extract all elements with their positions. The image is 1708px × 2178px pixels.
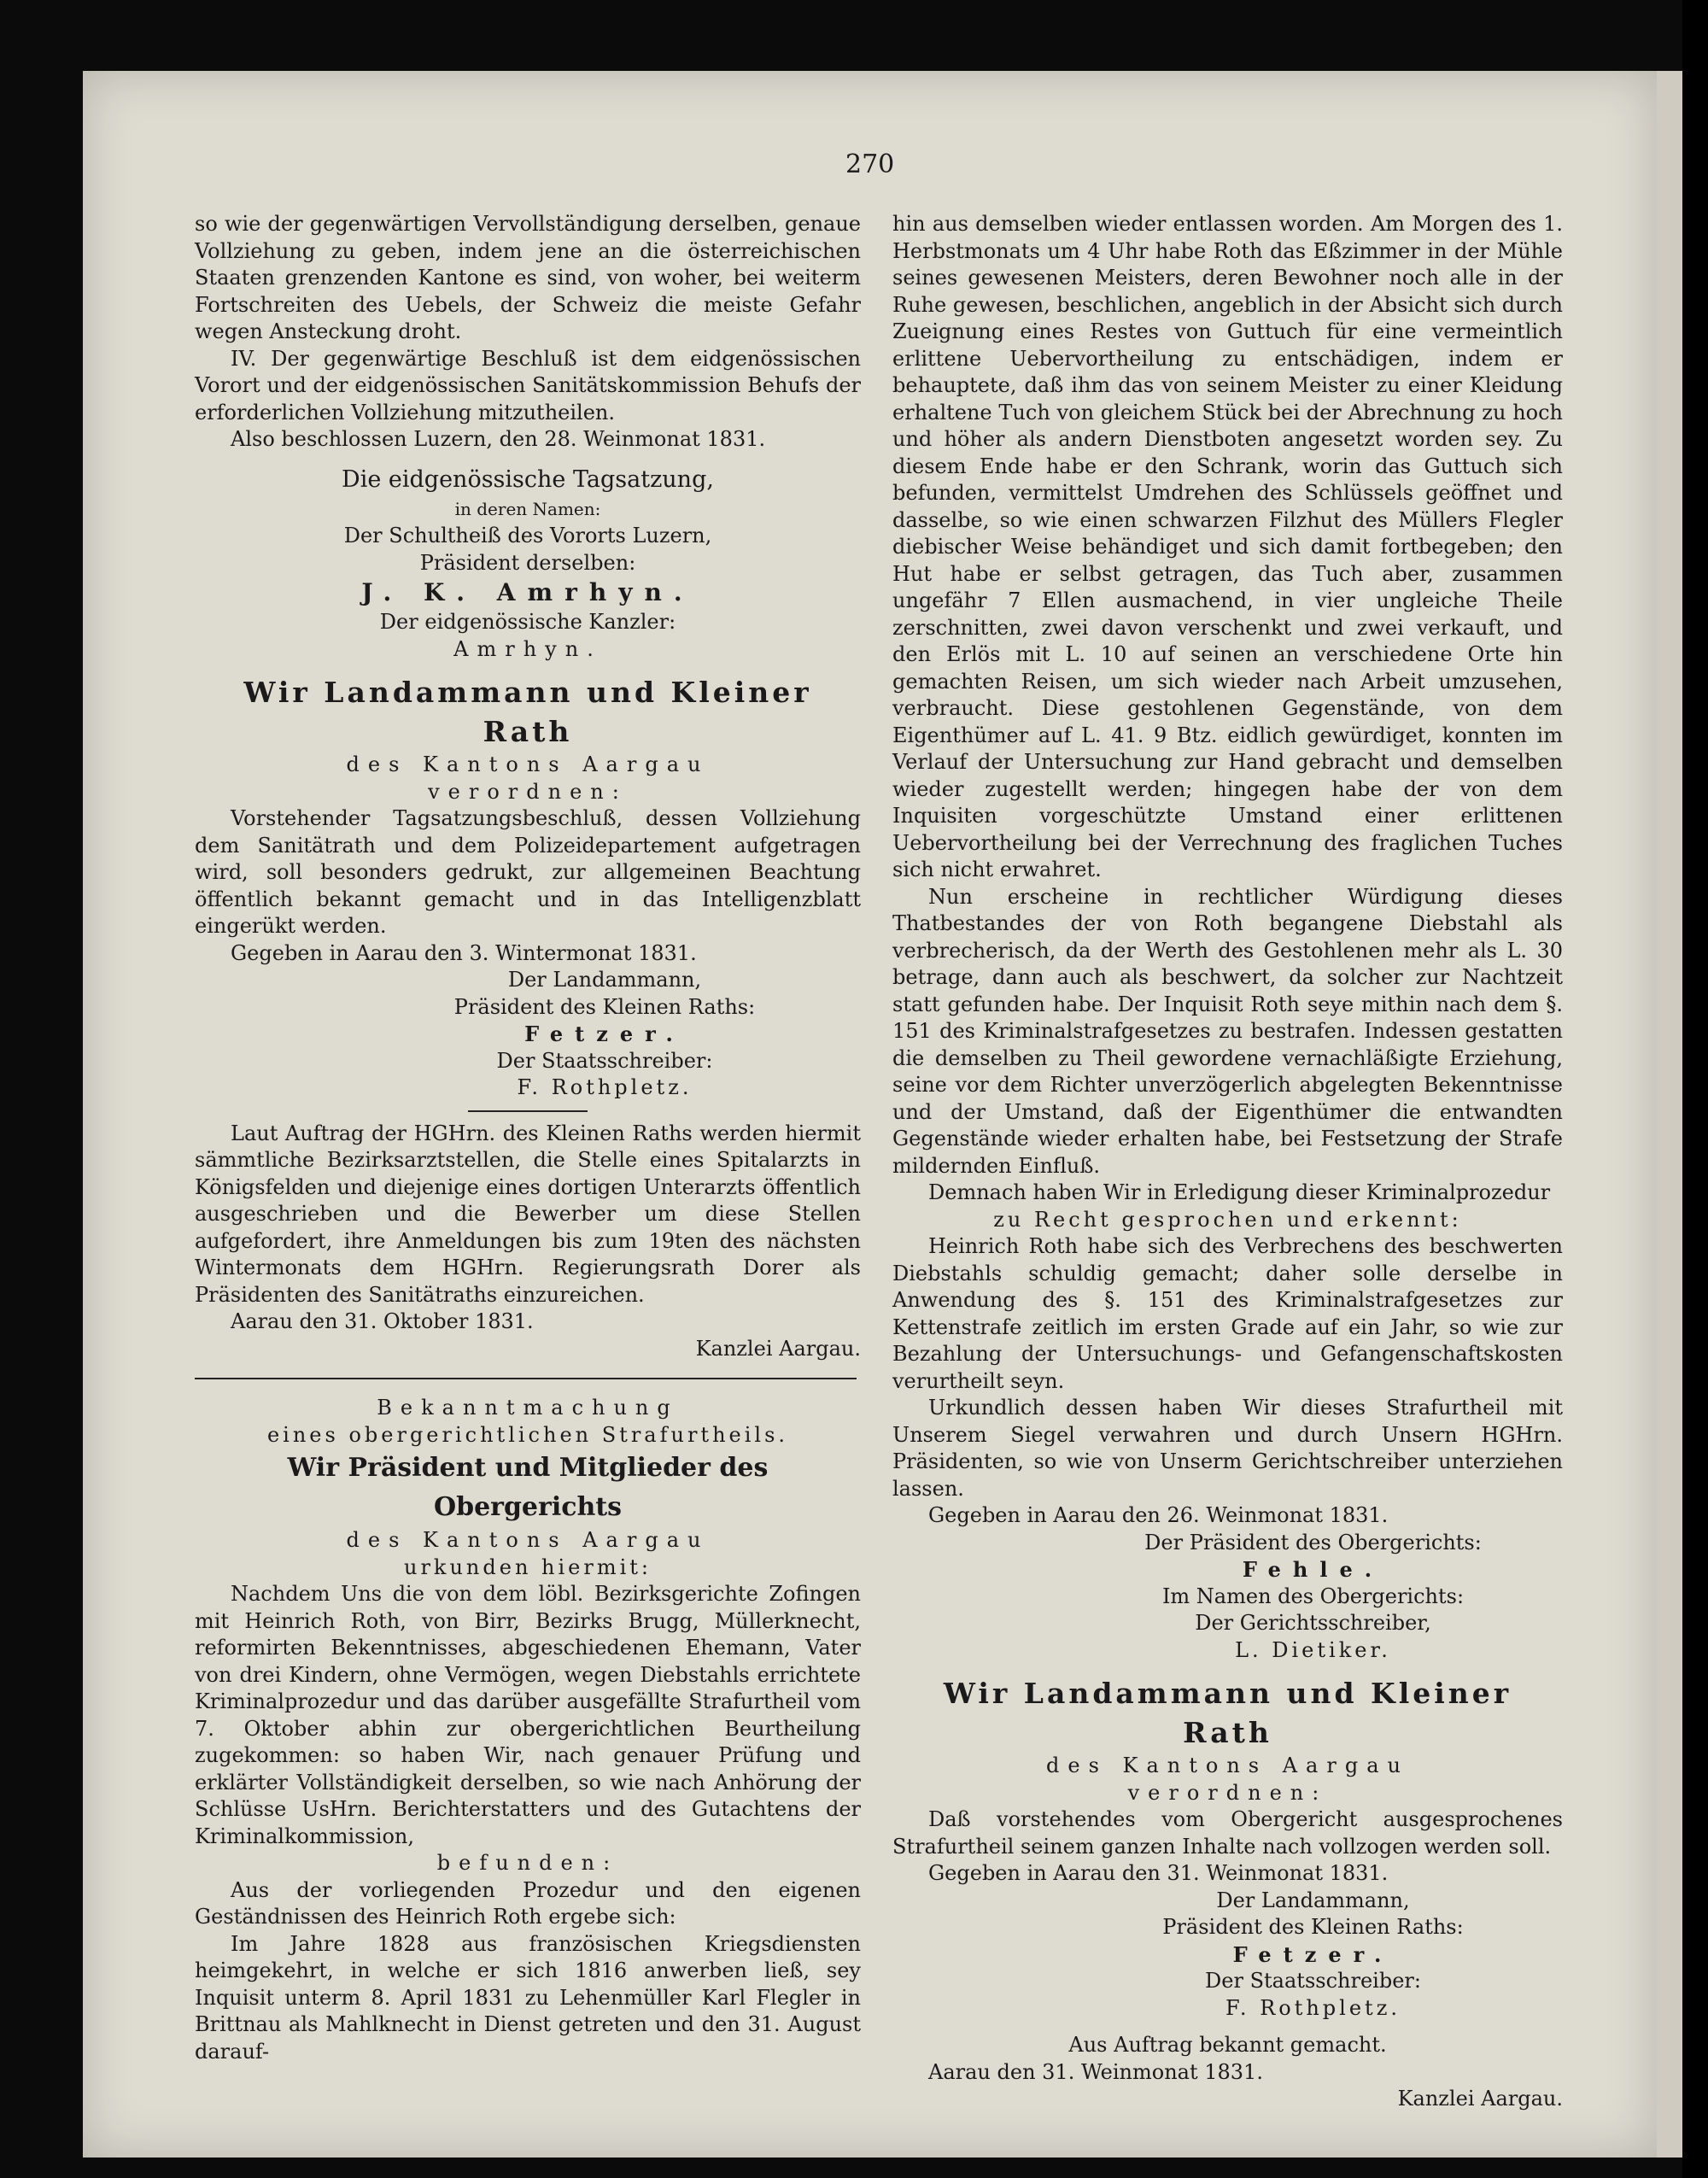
court-president-name: Fehle. [1242, 1557, 1384, 1582]
decree2-title1: Der Landammann, [1216, 1888, 1410, 1912]
decree1-title3: Der Staatsschreiber: [496, 1048, 713, 1073]
decree2-name2: F. Rothpletz. [1225, 1995, 1401, 2020]
decree1-name2: F. Rothpletz. [517, 1075, 693, 1099]
decree2-published: Aus Auftrag bekannt gemacht. [1068, 2033, 1387, 2057]
decree2-verb: verordnen: [1127, 1780, 1328, 1805]
left-column [195, 211, 861, 2065]
divider-short [468, 1110, 588, 1112]
decree2-title2: Präsident des Kleinen Raths: [1162, 1915, 1464, 1939]
decree2-title3: Der Staatsschreiber: [1205, 1969, 1421, 1993]
page-number: 270 [845, 149, 895, 179]
announcement-verb: urkunden hiermit: [403, 1554, 652, 1579]
sig1-chancellor-title: Der eidgenössische Kanzler: [379, 610, 676, 634]
decree2-given: Gegeben in Aarau den 31. Weinmonat 1831. [928, 1861, 1389, 1885]
notice-body: Laut Auftrag der HGHrn. des Kleinen Raths werden hiermit sämmtliche Bezirksarztstellen, die Stelle eines Spitalarzts in Königsfelden und diejenige eines dortigen Unterarzts öffentlich ausgeschrieben und die Bewerber um diese Stellen aufgefordert, ihre Anmeldungen bis zum 19ten des nächsten Wintermonats dem HGHrn. Regierungsrath Dorer als Präsidenten des Sanitätraths einzureichen. [195, 1121, 861, 1307]
sig1-mayor: Der Schultheiß des Vororts Luzern, [343, 524, 712, 547]
decree1-heading: Wir Landammann und Kleiner Rath [243, 676, 812, 748]
decree1-given: Gegeben in Aarau den 3. Wintermonat 1831. [231, 940, 697, 965]
decree1-title2: Präsident des Kleinen Raths: [453, 994, 756, 1019]
resolved-line: Also beschlossen Luzern, den 28. Weinmonat 1831. [231, 427, 766, 451]
announcement-subtitle: eines obergerichtlichen Strafurtheils. [266, 1422, 789, 1447]
page-edge [1657, 71, 1682, 2158]
announcement-canton: des Kantons Aargau [346, 1528, 710, 1552]
court-president-title: Der Präsident des Obergerichts: [1144, 1530, 1482, 1554]
finding-2: Im Jahre 1828 aus französischen Kriegsdiensten heimgekehrt, in welche er sich 1816 anwerben ließ, sey Inquisit unterm 8. April 1831 zu Lehenmüller Karl Flegler in Brittnau als Mahlknecht in Dienst getreten und den 31. August darauf- [195, 1931, 861, 2064]
decree2-date: Aarau den 31. Weinmonat 1831. [928, 2059, 1263, 2084]
notice-date: Aarau den 31. Oktober 1831. [231, 1309, 534, 1333]
court-given: Gegeben in Aarau den 26. Weinmonat 1831. [928, 1503, 1389, 1527]
notice-office: Kanzlei Aargau. [695, 1336, 861, 1361]
court-in-name: Im Namen des Obergerichts: [1161, 1584, 1465, 1608]
verdict-heading: zu Recht gesprochen und erkennt: [993, 1207, 1462, 1232]
section-iv: IV. Der gegenwärtige Beschluß ist dem eidgenössischen Vorort und der eidgenössischen Sanitätskommission Behufs der erforderlichen Vollziehung mitzutheilen. [195, 346, 861, 424]
decree2-canton: des Kantons Aargau [1046, 1754, 1409, 1777]
sig1-name: J. K. Amrhyn. [361, 578, 694, 606]
decree2-name1: Fetzer. [1232, 1941, 1394, 1967]
sig1-chancellor-name: Amrhyn. [453, 636, 602, 661]
right-column [892, 211, 1563, 2113]
continuation-paragraph: hin aus demselben wieder entlassen worden. Am Morgen des 1. Herbstmonats um 4 Uhr habe Roth das Eßzimmer in der Mühle seines gewesenen Meisters, deren Bewohner noch alle in der Ruhe gewesen, beschlichen, angeblich in der Absicht sich durch Zueignung eines Restes von Guttuch für eine vermeintlich erlittene Uebervortheilung zu entschädigen, indem er behauptete, daß ihm das von seinem Meister zu einer Kleidung erhaltene Tuch von gleichem Stück bei der Abrechnung zu hoch und höher als andern Dienstboten angesetzt worden sey. Zu diesem Ende habe er den Schrank, worin das Guttuch sich befunden, vermittelst Umdrehen des Schlüssels geöffnet und dasselbe, so wie einen schwarzen Filzhut des Müllers Flegler diebischer Weise behändiget und sich damit fortbegeben; den Hut habe er selbst getragen, das Tuch aber, zusammen ungefähr 7 Ellen ausmachend, in vier ungleiche Theile zerschnitten, zwei davon verschenkt und zwei verkauft, und den Erlös mit L. 10 auf seinen an verschiedene Orte hin gemachten Reisen, um sich wieder nach Arbeit umzusehen, verbraucht. Diese gestohlenen Gegenstände, von dem Eigenthümer auf L. 41. 9 Btz. eidlich gewürdiget, konnten im Verlauf der Untersuchung zur Hand gebracht und demselben wieder zugestellt werden; hingegen habe der von dem Inquisiten vorgeschützte Umstand einer erlittenen Uebervortheilung bei der Verrechnung des fraglichen Tuches sich nicht erwahret. [892, 212, 1563, 881]
decree1-title1: Der Landammann, [507, 968, 702, 992]
sig1-president: Präsident derselben: [419, 550, 636, 575]
decree1-verb: verordnen: [428, 779, 628, 804]
sig1-body: Die eidgenössische Tagsatzung, [342, 465, 714, 493]
decree1-name1: Fetzer. [524, 1022, 685, 1046]
divider-long [195, 1378, 857, 1379]
decree1-canton: des Kantons Aargau [346, 752, 710, 776]
decree2-body: Daß vorstehendes vom Obergericht ausgesprochenes Strafurtheil seinem ganzen Inhalte nach vollzogen werden soll. [892, 1807, 1563, 1859]
finding-1: Aus der vorliegenden Prozedur und den eigenen Geständnissen des Heinrich Roth ergebe sich: [195, 1877, 861, 1929]
therefore-line: Demnach haben Wir in Erledigung dieser Kriminalprozedur [928, 1180, 1551, 1204]
announcement-title: Bekanntmachung [377, 1396, 679, 1420]
clerk-title: Der Gerichtsschreiber, [1195, 1611, 1431, 1635]
announcement-body: Nachdem Uns die von dem löbl. Bezirksgerichte Zofingen mit Heinrich Roth, von Birr, Bezirks Brugg, Müllerknecht, reformirten Bekenntnisses, abgeschiedenen Ehemann, Vater von drei Kindern, ohne Vermögen, wegen Diebstahls errichtete Kriminalprozedur und das darüber ausgefällte Strafurtheil vom 7. Oktober abhin zur obergerichtlichen Beurtheilung zugekommen: so haben Wir, nach genauer Prüfung und erklärter Vollständigkeit derselben, so wie nach Anhörung der Schlüsse UsHrn. Berichterstatters und des Gutachtens der Kriminalkommission, [195, 1582, 861, 1848]
intro-paragraph: so wie der gegenwärtigen Vervollständigung derselben, genaue Vollziehung zu geben, indem jene an die österreichischen Staaten grenzenden Kantone es sind, von woher, bei weiterm Fortschreiten des Uebels, der Schweiz die meiste Gefahr wegen Ansteckung droht. [195, 212, 861, 343]
announcement-heading: Wir Präsident und Mitglieder des Obergerichts [287, 1453, 769, 1522]
verdict-body: Heinrich Roth habe sich des Verbrechens des beschwerten Diebstahls schuldig gemacht; daher solle derselbe in Anwendung des §. 151 des Kriminalstrafgesetzes zur Kettenstrafe zeitlich im ersten Grade auf ein Jahr, so wie zur Bezahlung der Untersuchungs- und Gefangenschaftskosten verurtheilt seyn. [892, 1234, 1563, 1393]
seal-paragraph: Urkundlich dessen haben Wir dieses Strafurtheil mit Unserem Siegel verwahren und durch Unsern HGHrn. Präsidenten, so wie von Unserm Gerichtschreiber unterziehen lassen. [892, 1396, 1563, 1501]
clerk-name: L. Dietiker. [1235, 1637, 1391, 1662]
decree2-heading: Wir Landammann und Kleiner Rath [943, 1677, 1512, 1749]
decree2-office: Kanzlei Aargau. [1397, 2087, 1563, 2111]
announcement-found: befunden: [436, 1851, 619, 1875]
legal-assessment: Nun erscheine in rechtlicher Würdigung dieses Thatbestandes der von Roth begangene Diebstahl als verbrecherisch, da der Werth des Gestohlenen mehr als L. 30 betrage, dann auch als beschwert, da solcher zur Nachtzeit statt gefunden habe. Der Inquisit Roth seye mithin nach dem §. 151 des Kriminalstrafgesetzes zu bestrafen. Indessen gestatten die demselben zu Theil gewordene vernachläßigte Erziehung, seine vor dem Richter unverzögerlich abgelegten Bekenntnisse und der Umstand, daß der Eigenthümer die entwandten Gegenstände wieder erhalten habe, bei Festsetzung der Strafe mildernden Einfluß. [892, 884, 1563, 1178]
sig1-in-name: in deren Namen: [454, 498, 601, 519]
scan-border [1682, 0, 1708, 2178]
decree1-body: Vorstehender Tagsatzungsbeschluß, dessen Vollziehung dem Sanitätrath und dem Polizeidepartement aufgetragen wird, soll besonders gedrukt, zur allgemeinen Beachtung öffentlich bekannt gemacht und in das Intelligenzblatt eingerükt werden. [195, 806, 861, 938]
